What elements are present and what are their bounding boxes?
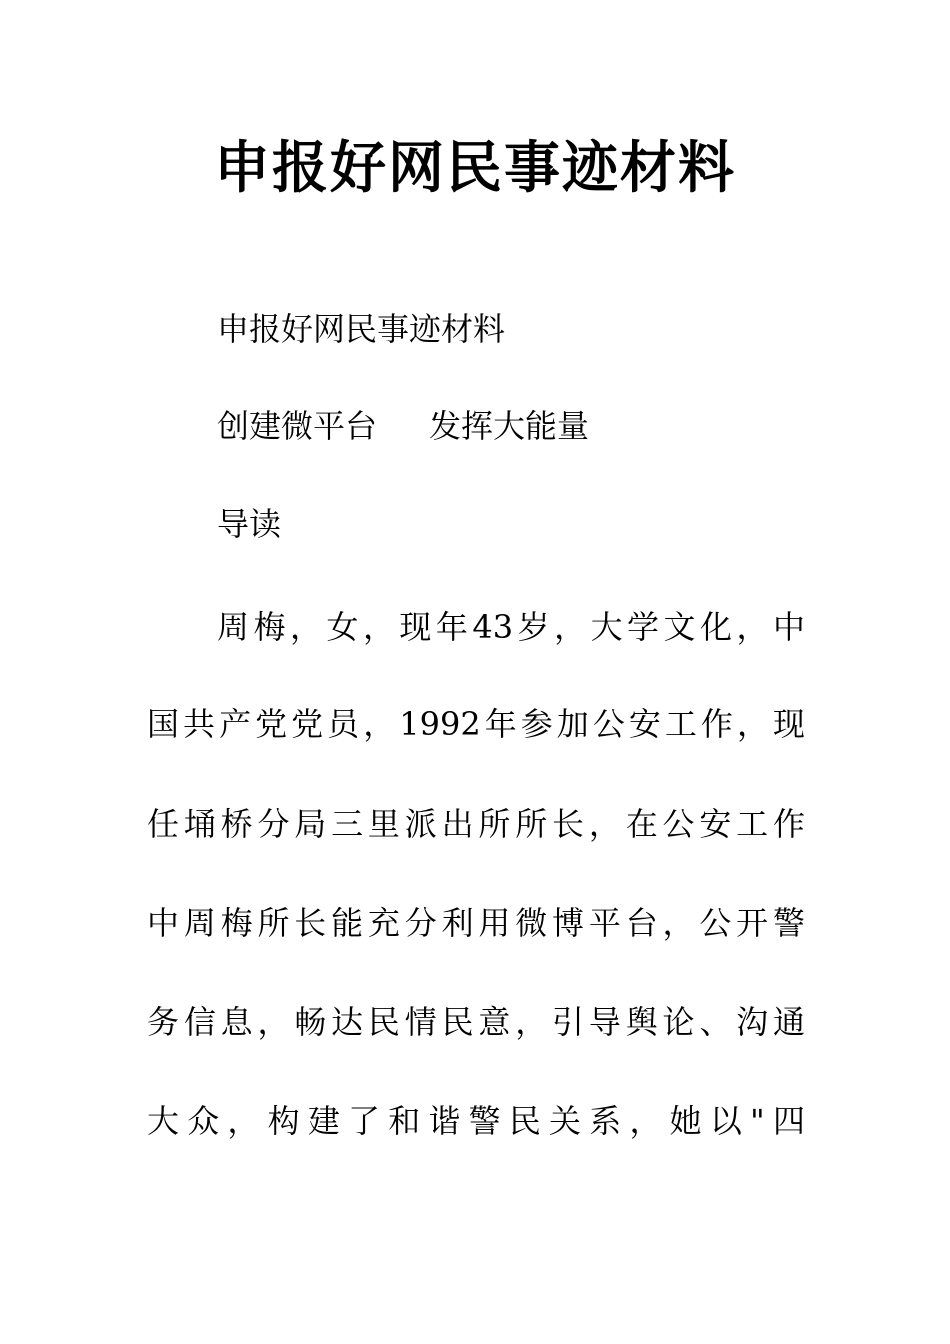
paragraph-line: 大众，构建了和谐警民关系，她以"四 xyxy=(147,1102,805,1140)
paragraph-line: 周梅，女，现年43岁，大学文化，中 xyxy=(217,608,805,646)
document-title: 申报好网民事迹材料 xyxy=(214,135,736,201)
intro-heading: 导读 xyxy=(217,505,282,543)
paragraph-line: 中周梅所长能充分利用微博平台，公开警 xyxy=(147,904,805,942)
slogan xyxy=(217,402,589,450)
subtitle: 申报好网民事迹材料 xyxy=(217,310,506,348)
paragraph-line: 国共产党党员，1992年参加公安工作，现 xyxy=(147,705,805,743)
slogan-part-2: 发挥大能量 xyxy=(429,407,590,445)
paragraph-line: 任埇桥分局三里派出所所长，在公安工作 xyxy=(147,805,805,843)
slogan-part-1: 创建微平台 xyxy=(217,407,378,445)
paragraph-line: 务信息，畅达民情民意，引导舆论、沟通 xyxy=(147,1003,805,1041)
